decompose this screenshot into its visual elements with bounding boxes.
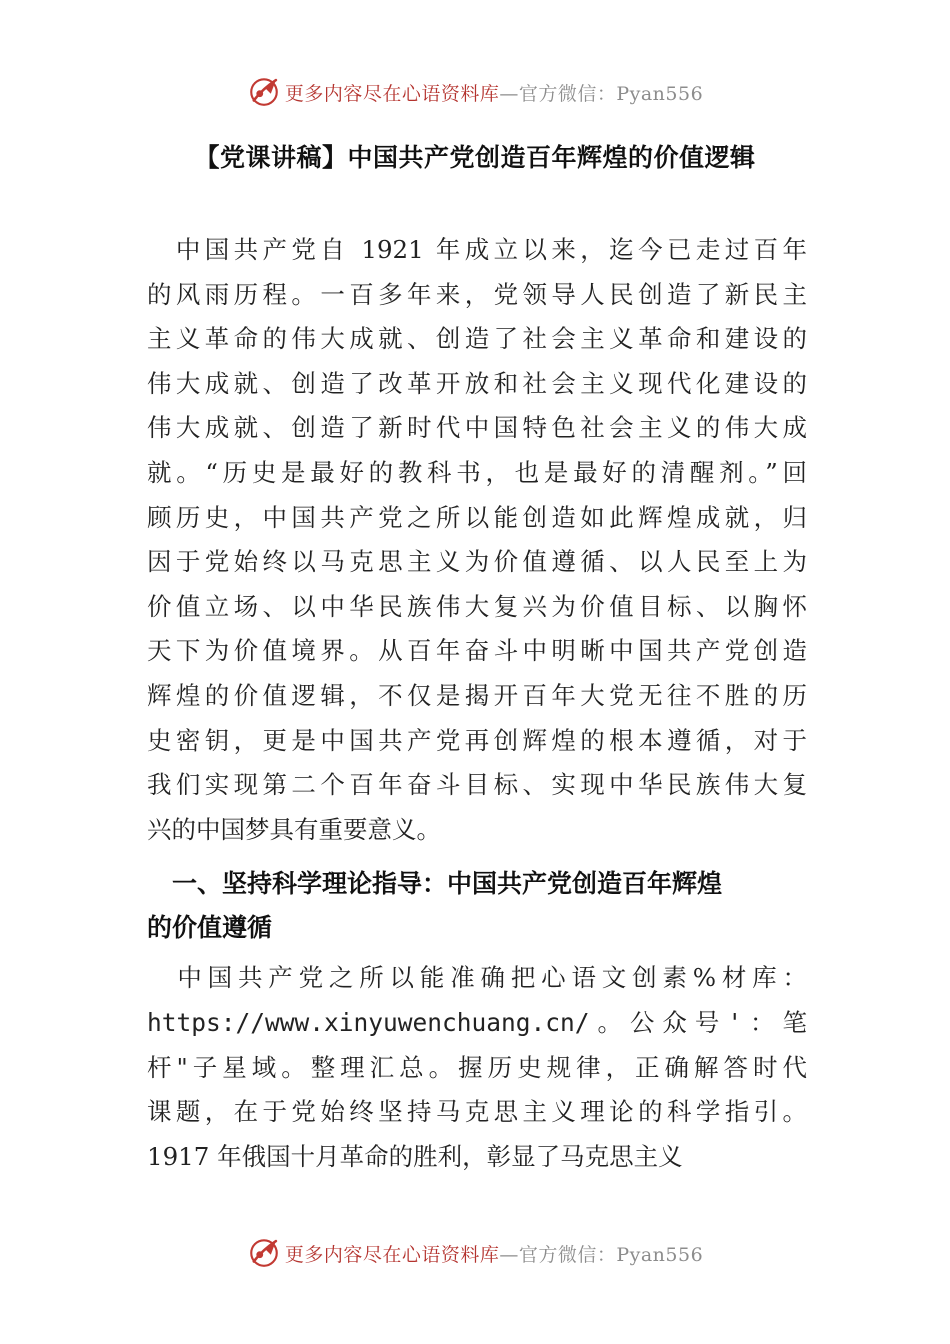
- heading-line: 的价值遵循: [147, 913, 273, 943]
- text-line: 课题，在于党始终坚持马克思主义理论的科学指引。: [147, 1097, 807, 1127]
- footer-banner: [0, 1231, 950, 1275]
- text-line: 辉煌的价值逻辑，不仅是揭开百年大党无往不胜的历: [147, 680, 807, 710]
- header-banner-gray: —官方微信：Pyan556: [499, 82, 704, 105]
- text-line: 因于党始终以马克思主义为价值遵循、以人民至上为: [147, 547, 807, 577]
- header-banner-text: [285, 79, 703, 106]
- intro-paragraph: [147, 228, 807, 852]
- section1-paragraph: [147, 956, 807, 1179]
- text-line: https://www.xinyuwenchuang.cn/。公众号'：笔: [147, 1007, 807, 1037]
- text-line: 顾历史，中国共产党之所以能创造如此辉煌成就，归: [147, 502, 807, 532]
- text-line: 价值立场、以中华民族伟大复兴为价值目标、以胸怀: [147, 591, 807, 621]
- text-line: 天下为价值境界。从百年奋斗中明晰中国共产党创造: [147, 636, 807, 666]
- text-line: 中国共产党之所以能准确把心语文创素%材库：: [147, 963, 807, 993]
- document-body: [147, 228, 807, 1179]
- footer-banner-red: 更多内容尽在心语资料库: [284, 1243, 500, 1266]
- text-line: 中国共产党自 1921 年成立以来，迄今已走过百年: [147, 235, 807, 264]
- text-line: 兴的中国梦具有重要意义。: [147, 814, 441, 844]
- text-line: 伟大成就、创造了改革开放和社会主义现代化建设的: [147, 368, 807, 398]
- text-line: 1917 年俄国十月革命的胜利，彰显了马克思主义: [147, 1141, 683, 1171]
- text-line: 的风雨历程。一百多年来，党领导人民创造了新民主: [147, 279, 807, 309]
- heading-line: 一、坚持科学理论指导：中国共产党创造百年辉煌: [147, 869, 723, 899]
- text-line: 我们实现第二个百年奋斗目标、实现中华民族伟大复: [147, 770, 807, 800]
- text-line: 伟大成就、创造了新时代中国特色社会主义的伟大成: [147, 413, 807, 443]
- header-banner: [0, 70, 950, 114]
- section-heading-1: [147, 862, 807, 950]
- text-line: 杆"子星域。整理汇总。握历史规律，正确解答时代: [147, 1052, 807, 1082]
- brand-logo-icon: [247, 75, 281, 109]
- text-line: 主义革命的伟大成就、创造了社会主义革命和建设的: [147, 324, 807, 354]
- footer-banner-text: [285, 1240, 703, 1267]
- brand-logo-icon: [247, 1236, 281, 1270]
- footer-banner-gray: —官方微信：Pyan556: [499, 1243, 704, 1266]
- text-line: 史密钥，更是中国共产党再创辉煌的根本遵循，对于: [147, 725, 807, 755]
- header-banner-red: 更多内容尽在心语资料库: [284, 82, 500, 105]
- text-line: 就。“历史是最好的教科书，也是最好的清醒剂。”回: [147, 457, 807, 487]
- document-title: 【党课讲稿】中国共产党创造百年辉煌的价值逻辑: [194, 143, 756, 172]
